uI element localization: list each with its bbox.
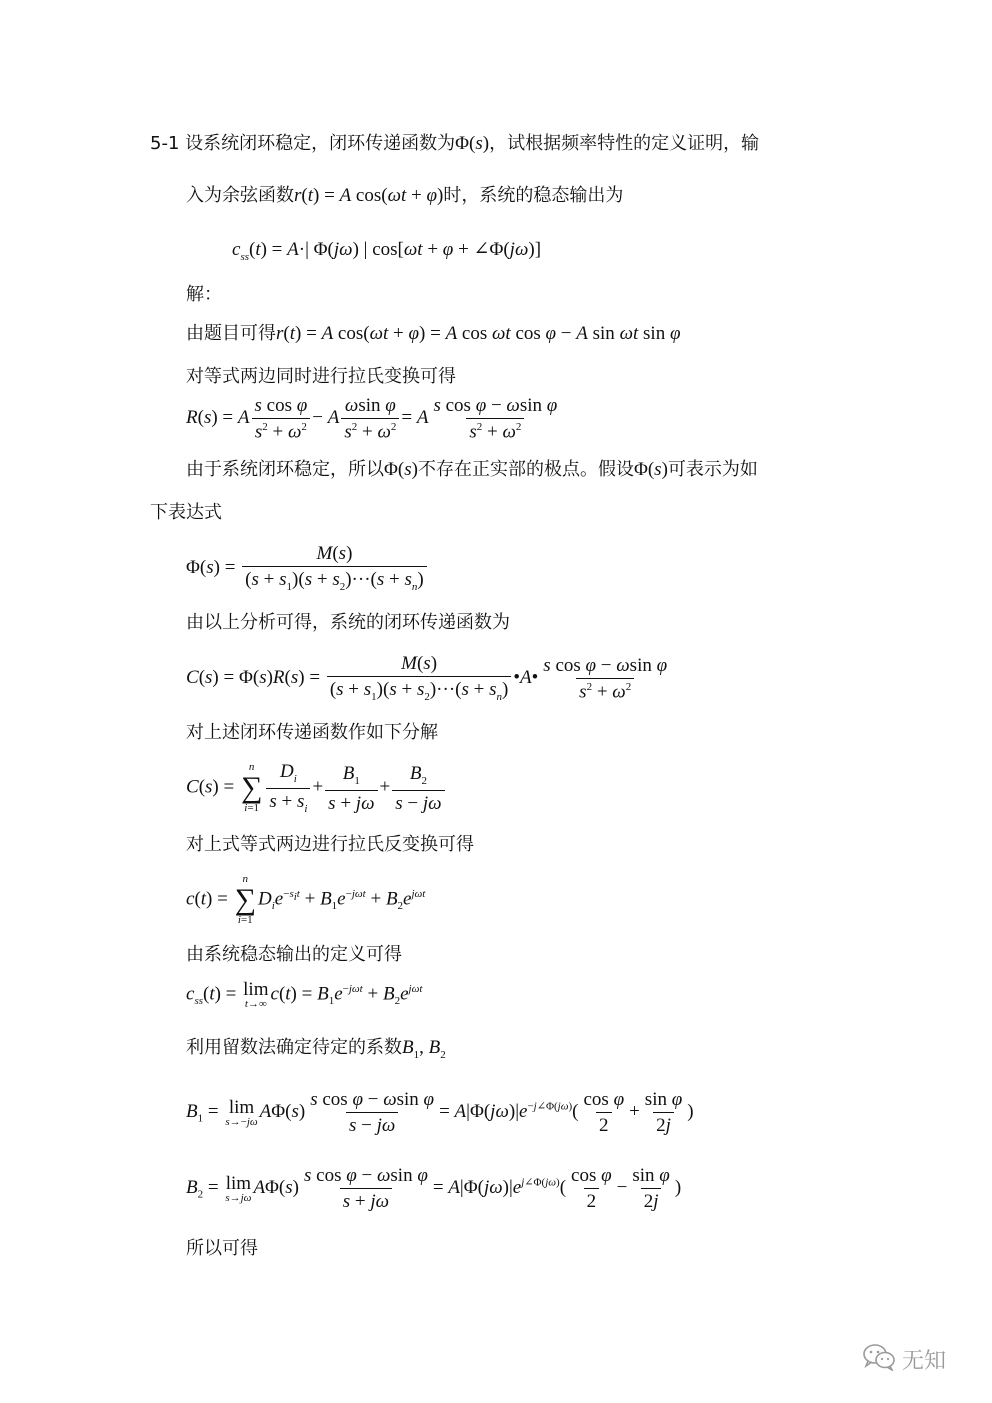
solution-text-8: 由系统稳态输出的定义可得 bbox=[186, 944, 402, 965]
watermark-label: 无知 bbox=[902, 1349, 947, 1374]
solution-text-3b: 不存在正实部的极点。假设 bbox=[417, 459, 634, 480]
solution-label: 解： bbox=[186, 284, 222, 305]
problem-text-1b: ，试根据频率特性的定义证明，输 bbox=[489, 133, 760, 154]
wechat-icon bbox=[862, 1343, 896, 1376]
eq-input-signal: r(t) = A cos(ωt + φ) bbox=[294, 185, 444, 206]
eq-coefficients: $B_1$, $B_2$ bbox=[402, 1037, 446, 1061]
eq-steady-state-limit: $c_{ss}(t)$ = lim t→∞ $c(t) = B_1e^{-j\omega t} + B_2e^{j\omega t}$ bbox=[186, 979, 423, 1010]
solution-text-9: 利用留数法确定待定的系数 bbox=[186, 1037, 402, 1058]
solution-text-7: 对上式等式两边进行拉氏反变换可得 bbox=[186, 834, 474, 855]
eq-phi-s-3: Φ(s) bbox=[633, 459, 668, 480]
eq-output-laplace: C(s) = Φ(s)R(s) = $\frac{M(s)}{(s + s_1)(s + s_2)\cdot\cdot\cdot(s + s_n)}$ •A• $\frac{\text{s cos φ − ωsin φ}}{s^2 + \omega^2}$ bbox=[186, 653, 668, 703]
problem-text-2b: 时，系统的稳态输出为 bbox=[443, 185, 624, 206]
solution-text-1: 由题目可得 bbox=[186, 323, 276, 344]
eq-laplace-input: R(s) = A $\frac{\text{s cos φ}}{s^2 + \omega^2}$ − A $\frac{\text{ωsin φ}}{s^2 + \omega^2}$ = A $\frac{\text{s cos φ − ωsin φ}}{s^2 + \omega^2}$ bbox=[186, 395, 558, 443]
eq-phi-s-2: Φ(s) bbox=[384, 459, 418, 480]
solution-text-10: 所以可得 bbox=[186, 1238, 258, 1259]
problem-line-2 bbox=[186, 186, 623, 205]
eq-b1-residue: $B_1$ = lim s→−jω AΦ(s) $\frac{\text{s cos φ − ωsin φ}}{s - j\omega}$ = $A|\Phi(j\omega)|e^{-j\angle\Phi(j\omega)}$( $\frac{\text{cos φ}}{2}$ + $\frac{\text{sin φ}}{2j}$ ) bbox=[186, 1089, 694, 1136]
solution-text-2: 对等式两边同时进行拉氏变换可得 bbox=[186, 366, 456, 387]
solution-line-9 bbox=[186, 1038, 446, 1061]
solution-text-4: 下表达式 bbox=[150, 502, 222, 523]
problem-line-1 bbox=[150, 134, 759, 153]
eq-phi-s: Φ(s) bbox=[455, 133, 490, 154]
eq-input-expansion: r(t) = A cos(ωt + φ) = A cos ωt cos φ − A sin ωt sin φ bbox=[276, 323, 681, 344]
eq-partial-fractions: C(s) = n ∑ i=1 $\frac{D_i}{s + s_i}$ + $\frac{B_1}{s + j\omega}$ + $\frac{B_2}{s - j\omega}$ bbox=[186, 762, 447, 815]
solution-text-3c: 可表示为如 bbox=[667, 459, 758, 480]
eq-b2-residue: $B_2$ = lim s→jω AΦ(s) $\frac{\text{s cos φ − ωsin φ}}{s + j\omega}$ = $A|\Phi(j\omega)|e^{j\angle\Phi(j\omega)}$( $\frac{\text{cos φ}}{2}$ − $\frac{\text{sin φ}}{2j}$ ) bbox=[186, 1165, 682, 1212]
problem-number: 5-1 bbox=[150, 133, 180, 154]
problem-text-1a: 设系统闭环稳定，闭环传递函数为 bbox=[185, 133, 456, 154]
solution-text-3a: 由于系统闭环稳定，所以 bbox=[186, 459, 384, 480]
solution-line-1 bbox=[186, 324, 680, 343]
problem-text-2a: 入为余弦函数 bbox=[186, 185, 294, 206]
eq-transfer-function-form: Φ(s) = $\frac{M(s)}{(s + s_1)(s + s_2)\cdot\cdot\cdot(s + s_n)}$ bbox=[186, 544, 429, 593]
solution-text-6: 对上述闭环传递函数作如下分解 bbox=[186, 722, 438, 743]
solution-text-5: 由以上分析可得，系统的闭环传递函数为 bbox=[186, 612, 510, 633]
solution-line-3 bbox=[186, 460, 758, 479]
eq-time-response: c(t) = n ∑ i=1 $D_ie^{-s_it} + B_1e^{-j\omega t} + B_2e^{j\omega t}$ bbox=[186, 873, 426, 926]
watermark bbox=[862, 1343, 946, 1376]
eq-steady-state-output: $c_{ss}(t) = A\cdot|$ Φ(jω) | cos[ωt + φ + ∠Φ(jω)] bbox=[232, 239, 542, 263]
